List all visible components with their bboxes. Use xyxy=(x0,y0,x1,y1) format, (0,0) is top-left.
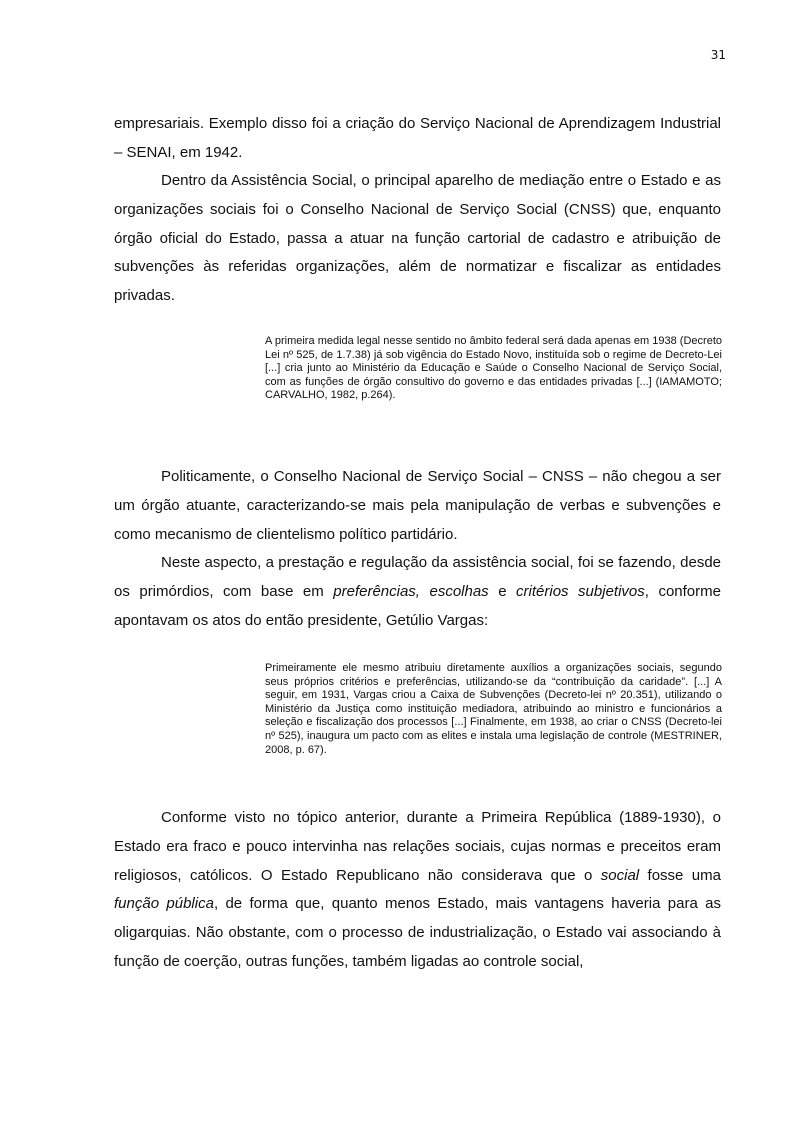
emphasis-criterios: critérios subjetivos xyxy=(516,582,645,600)
paragraph-5-text-a: Conforme visto no tópico anterior, durante a Primeira República (1889-1930), o Estado era fraco e pouco intervinha nas relações sociais, cujas normas e preceitos eram religiosos, católicos. O Estado Republicano não considerava que o xyxy=(114,809,721,884)
paragraph-4-text-b: e xyxy=(488,582,517,600)
paragraph-5-text-b: fosse uma xyxy=(639,866,721,884)
block-quote-2: Primeiramente ele mesmo atribuiu diretamente auxílios a organizações sociais, segundo seus próprios critérios e preferências, utilizando-se da “contribuição da caridade”. [...] A seguir, em 1931, Vargas criou a Caixa de Subvenções (Decreto-lei nº 20.351), utilizando o Ministério da Justiça como instituição mediadora, atribuindo ao ministro e funcionários a seleção e fiscalização dos processos [...] Finalmente, em 1938, ao criar o CNSS (Decreto-lei nº 525), inaugura um pacto com as elites e instala uma legislação de controle (MESTRINER, 2008, p. 67). xyxy=(265,662,722,756)
emphasis-social: social xyxy=(600,866,640,884)
emphasis-preferencias: preferências, escolhas xyxy=(333,582,489,600)
paragraph-4 xyxy=(114,549,721,635)
block-quote-1: A primeira medida legal nesse sentido no âmbito federal será dada apenas em 1938 (Decreto Lei nº 525, de 1.7.38) já sob vigência do Estado Novo, instituída sob o regime de Decreto-Lei [...] cria junto ao Ministério da Educação e Saúde o Conselho Nacional de Serviço Social, com as funções de órgão consultivo do governo e das entidades privadas [...] (IAMAMOTO; CARVALHO, 1982, p.264). xyxy=(265,335,722,402)
emphasis-funcao-publica: função pública xyxy=(114,895,214,913)
paragraph-1: empresariais. Exemplo disso foi a criação do Serviço Nacional de Aprendizagem Industrial – SENAI, em 1942. xyxy=(114,115,721,161)
paragraph-2: Dentro da Assistência Social, o principal aparelho de mediação entre o Estado e as organizações sociais foi o Conselho Nacional de Serviço Social (CNSS) que, enquanto órgão oficial do Estado, passa a atuar na função cartorial de cadastro e atribuição de subvenções às referidas organizações, além de normatizar e fiscalizar as entidades privadas. xyxy=(114,172,721,305)
paragraph-4-text-c: , conforme apontavam os atos do então presidente, Getúlio Vargas: xyxy=(114,582,721,629)
paragraph-4-text-a: Neste aspecto, a prestação e regulação da assistência social, foi se fazendo, desde os primórdios, com base em xyxy=(114,554,721,600)
page-number: 31 xyxy=(710,48,726,62)
paragraph-5 xyxy=(114,804,721,977)
paragraph-5-text-c: , de forma que, quanto menos Estado, mais vantagens haveria para as oligarquias. Não obstante, com o processo de industrialização, o Estado vai associando à função de coerção, outras funções, também ligadas ao controle social, xyxy=(114,895,721,970)
paragraph-3: Politicamente, o Conselho Nacional de Serviço Social – CNSS – não chegou a ser um órgão atuante, caracterizando-se mais pela manipulação de verbas e subvenções e como mecanismo de clientelismo político partidário. xyxy=(114,468,721,543)
